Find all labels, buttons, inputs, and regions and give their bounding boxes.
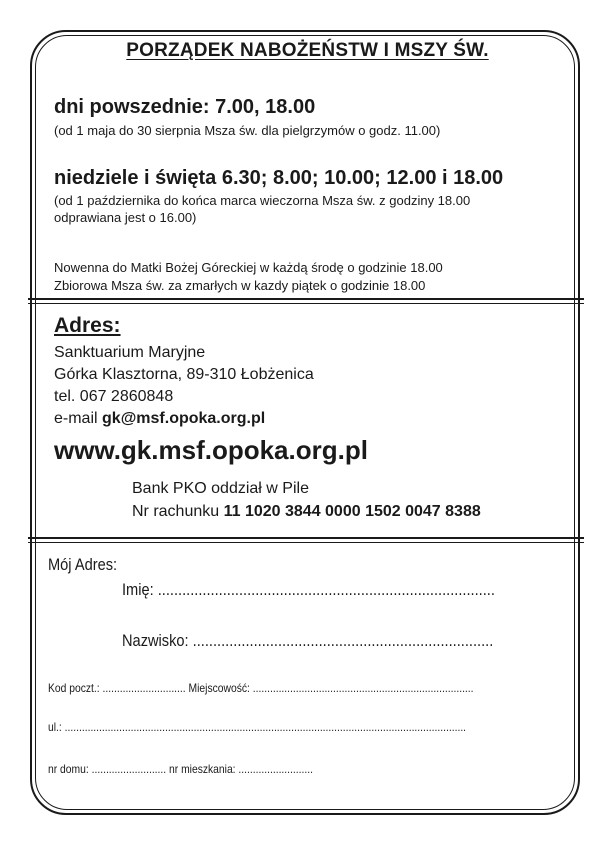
- account-label: Nr rachunku: [132, 503, 224, 520]
- email-link[interactable]: gk@msf.opoka.org.pl: [102, 410, 266, 427]
- website-link[interactable]: www.gk.msf.opoka.org.pl: [54, 435, 368, 465]
- address-line1: Sanktuarium Maryjne: [54, 344, 206, 361]
- name-field[interactable]: [122, 580, 495, 600]
- sundays-note-line1: (od 1 października do końca marca wieczorna Msza św. z godziny 18.00: [54, 193, 471, 208]
- city-field[interactable]: .............................................................................: [252, 681, 474, 695]
- divider-top-inner: [28, 303, 584, 304]
- postcode-label: Kod poczt.:: [48, 681, 103, 695]
- street-label: ul.:: [48, 720, 65, 734]
- weekdays-heading: dni powszednie: 7.00, 18.00: [54, 96, 316, 118]
- account-number: 11 1020 3844 0000 1502 0047 8388: [223, 503, 481, 520]
- email-label: e-mail: [54, 410, 103, 427]
- divider-top: [28, 298, 584, 300]
- flat-label: nr mieszkania:: [166, 762, 239, 776]
- bank-name: Bank PKO oddział w Pile: [132, 480, 309, 497]
- memorial-mass-text: Zbiorowa Msza św. za zmarłych w kazdy piątek o godzinie 18.00: [54, 278, 426, 293]
- novena-text: Nowenna do Matki Bożej Góreckiej w każdą środę o godzinie 18.00: [54, 260, 443, 275]
- divider-bottom-inner: [28, 542, 584, 543]
- sundays-note-line2: odprawiana jest o 16.00): [54, 210, 197, 225]
- name-label: Imię:: [122, 580, 158, 599]
- address-line2: Górka Klasztorna, 89-310 Łobżenica: [54, 366, 314, 383]
- page-title: PORZĄDEK NABOŻEŃSTW I MSZY ŚW.: [126, 40, 489, 61]
- house-label: nr domu:: [48, 762, 92, 776]
- postcode-city-row: [48, 681, 474, 695]
- flat-field[interactable]: ..........................: [238, 762, 313, 776]
- house-flat-row: [48, 762, 313, 776]
- divider-bottom: [28, 537, 584, 539]
- address-email-row: [54, 408, 265, 429]
- address-phone: tel. 067 2860848: [54, 388, 174, 405]
- street-field[interactable]: [48, 720, 466, 734]
- address-heading: Adres:: [54, 314, 121, 337]
- surname-dots: ..........................................................................: [192, 631, 494, 650]
- street-dots: ............................................................................................................................................: [64, 720, 467, 734]
- sundays-heading: niedziele i święta 6.30; 8.00; 10.00; 12.00 i 18.00: [54, 167, 504, 189]
- name-dots: ...................................................................................: [157, 580, 495, 599]
- surname-field[interactable]: [122, 631, 493, 651]
- postcode-field[interactable]: .............................: [102, 681, 186, 695]
- city-label: Miejscowość:: [185, 681, 253, 695]
- surname-label: Nazwisko:: [122, 631, 193, 650]
- weekdays-note: (od 1 maja do 30 sierpnia Msza św. dla pielgrzymów o godz. 11.00): [54, 123, 441, 138]
- house-field[interactable]: ..........................: [91, 762, 167, 776]
- form-heading: Mój Adres:: [48, 555, 118, 574]
- bank-account-row: [132, 501, 481, 522]
